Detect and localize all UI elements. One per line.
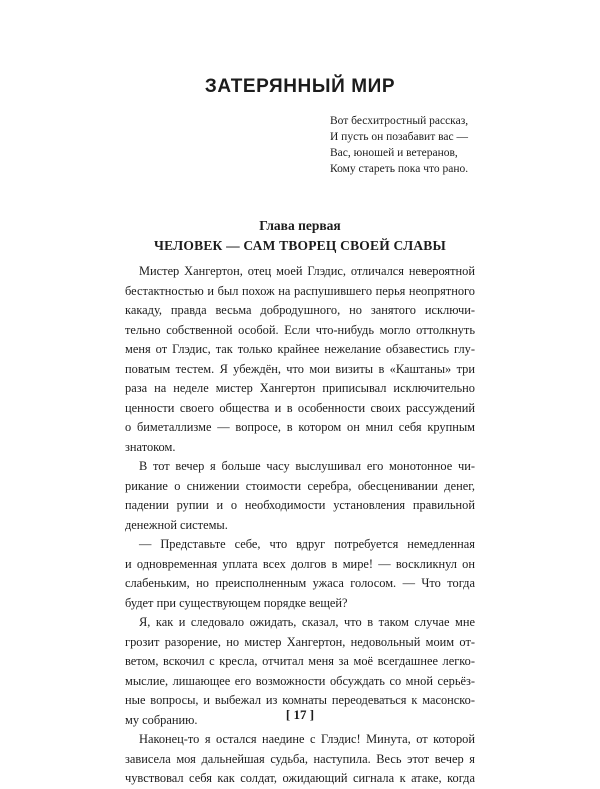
- text-line: В тот вечер я больше часу выслушивал его монотонное чи-: [139, 459, 475, 473]
- text-line: будет при существующем порядке вещей?: [125, 595, 348, 610]
- text-line: меня от Глэдис, так только крайнее нежелание обзавестись глу-: [125, 342, 475, 356]
- text-line: грозит разорение, но мистер Хангертон, недовольный моим от-: [125, 634, 475, 649]
- paragraph: [125, 535, 475, 613]
- epigraph-line: Кому стареть пока что рано.: [330, 163, 469, 175]
- epigraph-line: И пусть он позабавит вас —: [330, 131, 468, 143]
- text-line: о биметаллизме — вопросе, в котором он мнил себя крупным: [125, 420, 475, 434]
- text-line: падении рупии и о необходимости установления правильной: [125, 498, 475, 512]
- chapter-title: ЧЕЛОВЕК — САМ ТВОРЕЦ СВОЕЙ СЛАВЫ: [154, 238, 446, 253]
- chapter-number: Глава первая: [259, 218, 341, 233]
- text-line: Мистер Хангертон, отец моей Глэдис, отличался невероятной: [139, 264, 475, 278]
- text-line: ветом, вскочил с кресла, отчитал меня за моё всегдашнее легко-: [125, 654, 475, 668]
- paragraph: [125, 730, 475, 789]
- text-line: тельно собственной особой. Если что-нибудь могло оттолкнуть: [125, 322, 475, 337]
- text-line: и одновременная уплата всех долгов в мире! — воскликнул он: [125, 556, 475, 571]
- text-line: чувствовал себя как солдат, ожидающий сигнала к атаке, когда: [125, 771, 475, 785]
- text-line: знатоком.: [125, 439, 176, 454]
- epigraph-line: Вас, юношей и ветеранов,: [330, 147, 458, 159]
- paragraph: [125, 262, 475, 457]
- text-line: поватым тестем. Я убеждён, что мои визиты в «Каштаны» три: [125, 361, 475, 376]
- text-line: Я, как и следовало ожидать, сказал, что в таком случае мне: [139, 615, 475, 629]
- paragraph: [125, 457, 475, 535]
- text-line: денежной системы.: [125, 517, 228, 532]
- page-number: [ 17 ]: [285, 707, 315, 722]
- text-line: слабеньким, но преисполненным ужаса голосом. — Что тогда: [125, 576, 475, 590]
- text-line: Наконец-то я остался наедине с Глэдис! Минута, от которой: [139, 732, 475, 746]
- text-line: му собранию.: [125, 712, 198, 727]
- text-line: раза на неделе мистер Хангертон приписывал исключительно: [125, 381, 475, 395]
- text-line: — Представьте себе, что вдруг потребуется немедленная: [139, 537, 475, 551]
- text-line: рикание о снижении стоимости серебра, обесценивании денег,: [125, 478, 475, 493]
- book-title: ЗАТЕРЯННЫЙ МИР: [204, 76, 396, 97]
- text-line: мыслие, лишающее его возможности обсуждать со мной серьёз-: [125, 673, 475, 688]
- epigraph: [330, 113, 580, 177]
- text-line: какаду, правда весьма добродушного, но занятого исключи-: [125, 303, 475, 317]
- text-line: ные вопросы, и выбежал из комнаты переодеваться к масонско-: [125, 693, 475, 707]
- text-line: зависела моя дальнейшая судьба, наступила. Весь этот вечер я: [125, 751, 475, 766]
- text-line: ценности своего общества и в особенности своих рассуждений: [125, 400, 475, 415]
- epigraph-line: Вот бесхитростный рассказ,: [330, 115, 469, 127]
- text-line: бестактностью и был похож на распушившего перья неопрятного: [125, 283, 475, 298]
